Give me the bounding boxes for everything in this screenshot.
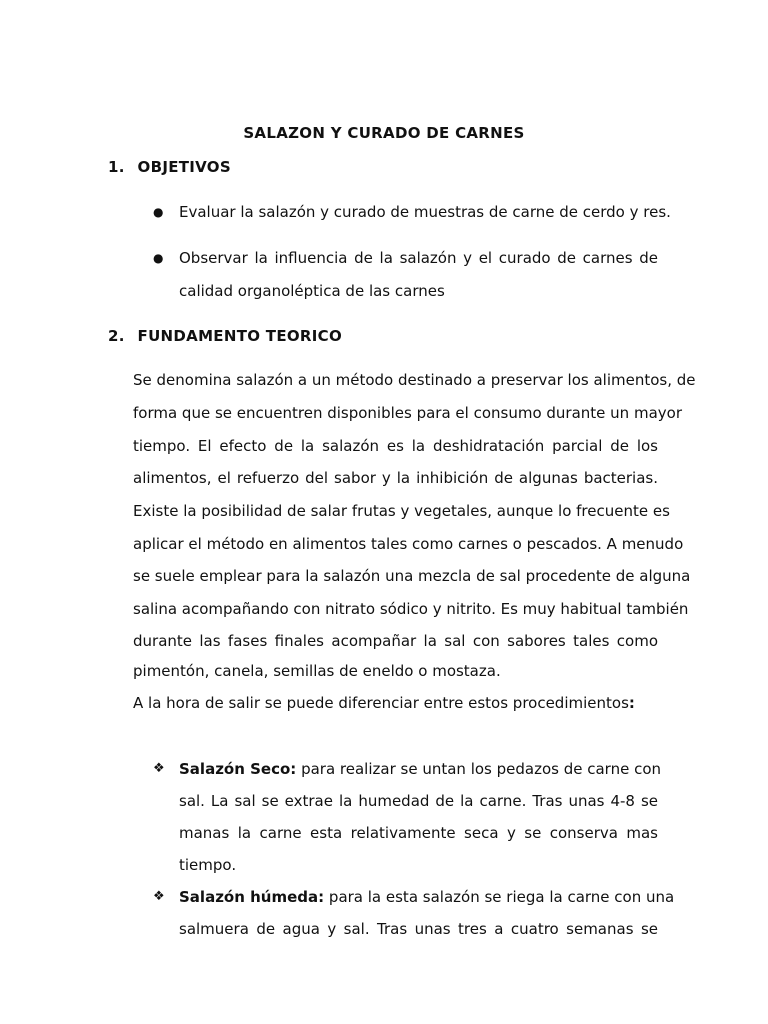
paragraph-line: forma que se encuentren disponibles para el consumo durante un mayor	[133, 404, 682, 422]
method-text: para la esta salazón se riega la carne con una	[324, 888, 675, 906]
method-item-first-line	[179, 760, 662, 778]
method-item-line: manas la carne esta relativamente seca y se conserva mas	[179, 824, 658, 842]
paragraph-line: salina acompañando con nitrato sódico y nitrito. Es muy habitual también	[133, 600, 689, 618]
section-number: 2.	[108, 327, 125, 345]
paragraph-line: Existe la posibilidad de salar frutas y vegetales, aunque lo frecuente es	[133, 502, 670, 520]
bullet-dot-icon: ●	[153, 205, 164, 219]
method-text: para realizar se untan los pedazos de carne con	[296, 760, 662, 778]
paragraph-line: durante las fases finales acompañar la sal con sabores tales como	[133, 632, 658, 650]
diamond-bullet-icon: ❖	[153, 761, 165, 776]
paragraph-colon: :	[628, 694, 635, 712]
paragraph-text: A la hora de salir se puede diferenciar entre estos procedimientos	[133, 694, 629, 712]
document-title: SALAZON Y CURADO DE CARNES	[243, 124, 525, 142]
paragraph-line: Se denomina salazón a un método destinado a preservar los alimentos, de	[133, 371, 696, 389]
method-label: Salazón húmeda:	[179, 888, 325, 906]
method-item-line: salmuera de agua y sal. Tras unas tres a cuatro semanas se	[179, 920, 658, 938]
method-item-first-line	[179, 888, 675, 906]
diamond-bullet-icon: ❖	[153, 889, 165, 904]
method-label: Salazón Seco:	[179, 760, 297, 778]
objective-item-continuation: calidad organoléptica de las carnes	[179, 282, 445, 300]
section-heading-objetivos	[108, 158, 231, 176]
objective-item: Evaluar la salazón y curado de muestras de carne de cerdo y res.	[179, 203, 671, 221]
paragraph-line: alimentos, el refuerzo del sabor y la inhibición de algunas bacterias.	[133, 469, 658, 487]
paragraph-line: tiempo. El efecto de la salazón es la deshidratación parcial de los	[133, 437, 658, 455]
method-item-line: sal. La sal se extrae la humedad de la carne. Tras unas 4-8 se	[179, 792, 658, 810]
paragraph-line: pimentón, canela, semillas de eneldo o mostaza.	[133, 662, 501, 680]
paragraph-line: se suele emplear para la salazón una mezcla de sal procedente de alguna	[133, 567, 691, 585]
section-title: FUNDAMENTO TEORICO	[137, 327, 343, 345]
method-item-line: tiempo.	[179, 856, 237, 874]
bullet-dot-icon: ●	[153, 251, 164, 265]
objective-item: Observar la influencia de la salazón y el curado de carnes de	[179, 249, 658, 267]
paragraph-line: aplicar el método en alimentos tales como carnes o pescados. A menudo	[133, 535, 684, 553]
paragraph-line	[133, 694, 658, 712]
section-title: OBJETIVOS	[137, 158, 231, 176]
section-number: 1.	[108, 158, 125, 176]
section-heading-fundamento	[108, 327, 342, 345]
